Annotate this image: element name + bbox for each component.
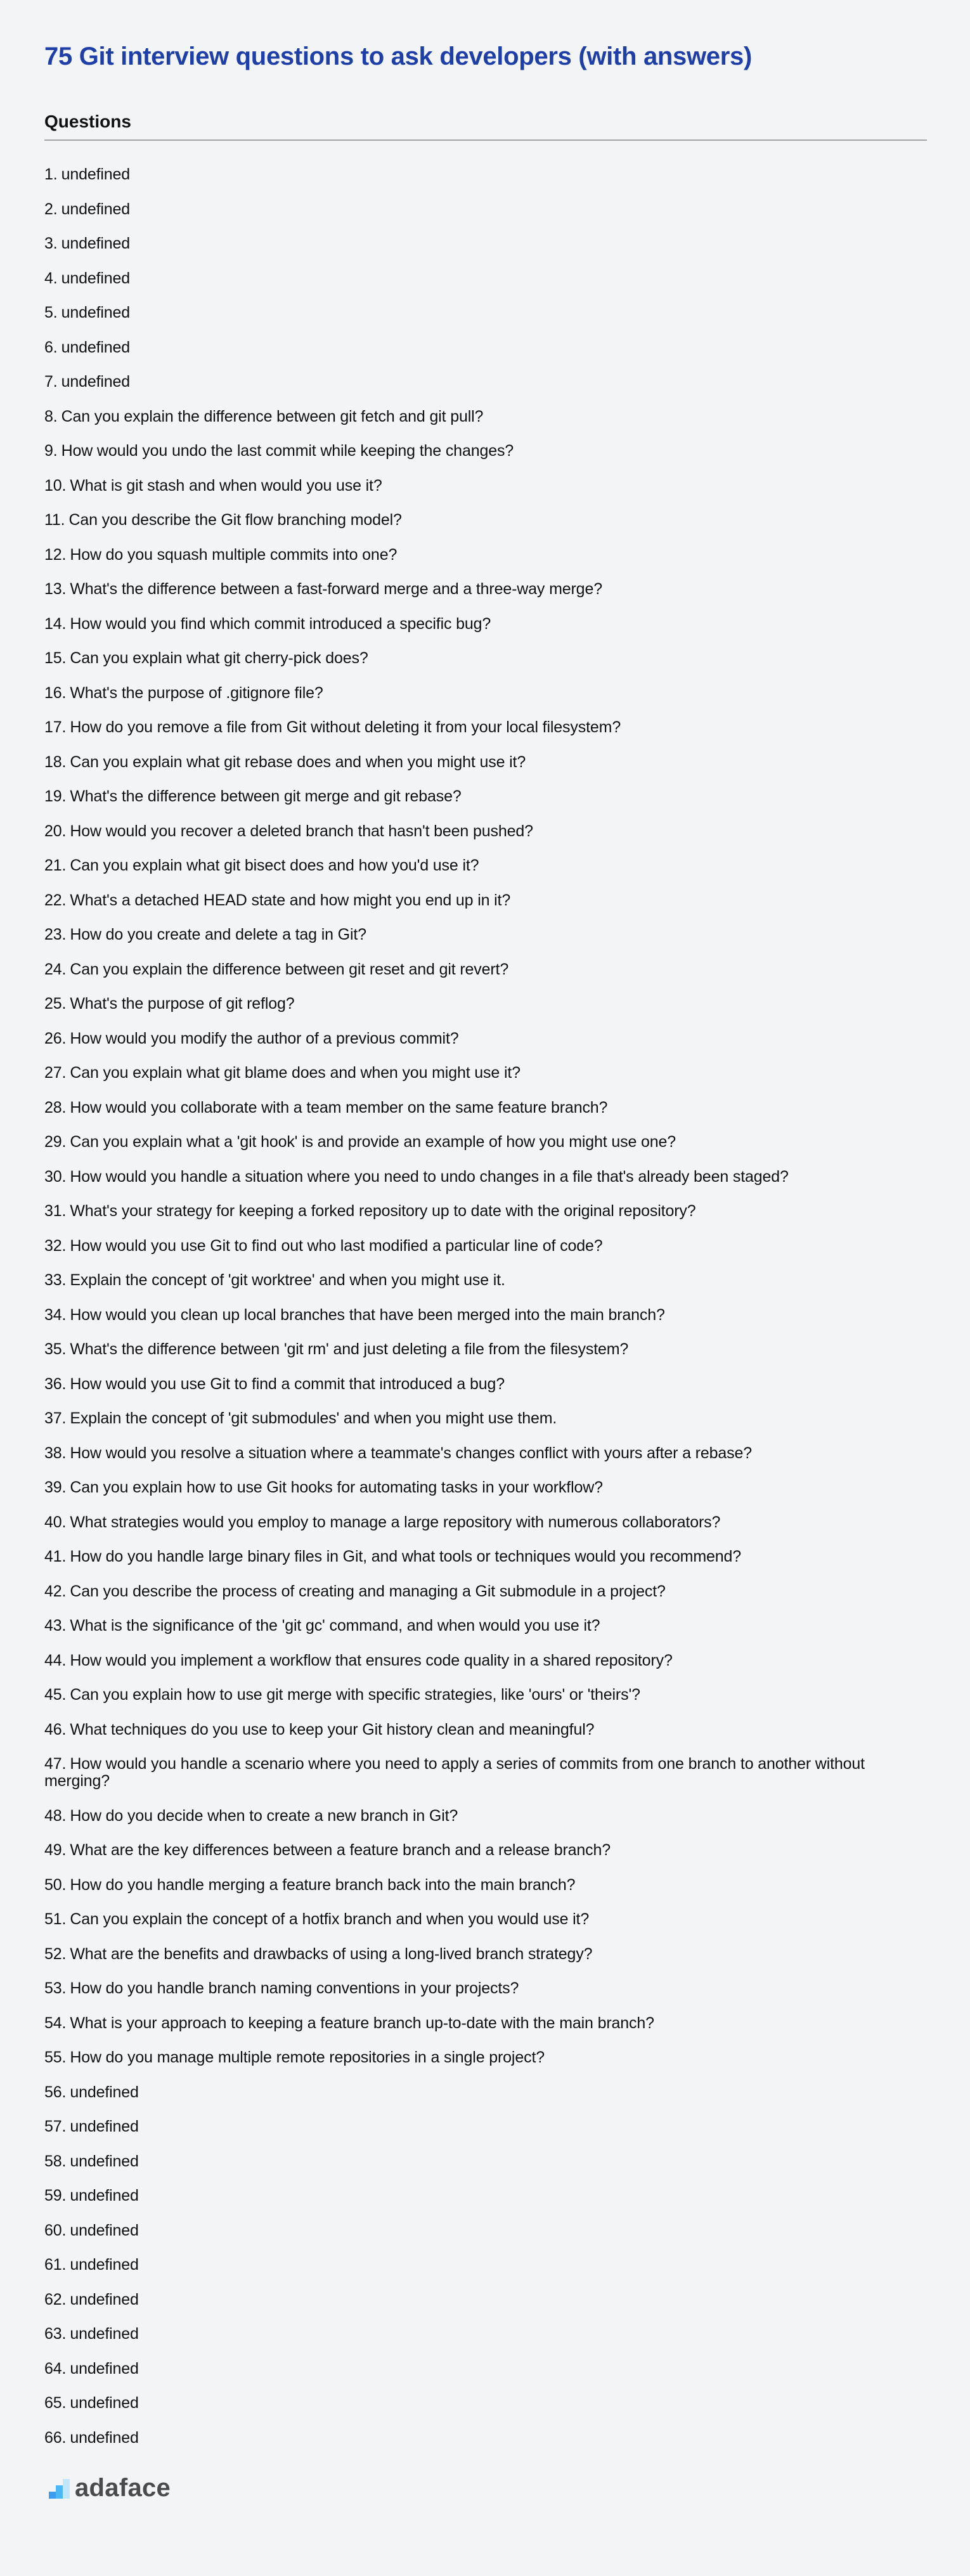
question-item [44, 2015, 927, 2032]
question-number: 11. [44, 511, 65, 529]
question-number: 35. [44, 1340, 67, 1358]
question-text: How would you modify the author of a previous commit? [70, 1029, 459, 1047]
question-item [44, 685, 927, 702]
question-item [44, 2049, 927, 2066]
question-number: 19. [44, 787, 67, 805]
question-item [44, 1307, 927, 1324]
question-text: What strategies would you employ to manage a large repository with numerous collaborators? [70, 1513, 721, 1531]
question-item [44, 443, 927, 460]
question-item [44, 1272, 927, 1289]
question-item [44, 373, 927, 391]
question-text: How would you implement a workflow that ensures code quality in a shared repository? [70, 1651, 673, 1669]
question-number: 10. [44, 476, 67, 495]
question-item [44, 408, 927, 425]
logo-bar-medium [56, 2485, 63, 2499]
question-text: Explain the concept of 'git worktree' and when you might use it. [70, 1271, 505, 1289]
question-item [44, 616, 927, 633]
question-number: 50. [44, 1875, 67, 1894]
question-item [44, 719, 927, 736]
question-number: 30. [44, 1167, 67, 1186]
question-item [44, 1686, 927, 1704]
question-text: undefined [61, 200, 131, 218]
question-item [44, 1065, 927, 1082]
question-number: 7. [44, 373, 58, 391]
question-text: undefined [70, 2083, 139, 2101]
question-number: 42. [44, 1582, 67, 1600]
question-item [44, 2430, 927, 2447]
question-number: 40. [44, 1513, 67, 1531]
question-item [44, 1808, 927, 1825]
question-item [44, 1238, 927, 1255]
question-item [44, 2084, 927, 2101]
question-number: 23. [44, 926, 67, 943]
question-text: Explain the concept of 'git submodules' and when you might use them. [70, 1409, 557, 1427]
question-item [44, 1721, 927, 1738]
question-number: 22. [44, 891, 67, 909]
question-number: 14. [44, 614, 67, 633]
question-number: 63. [44, 2325, 67, 2343]
question-item [44, 477, 927, 495]
question-number: 20. [44, 822, 67, 840]
question-number: 34. [44, 1305, 67, 1324]
question-text: Can you describe the process of creating and managing a Git submodule in a project? [70, 1582, 666, 1600]
question-item [44, 1842, 927, 1859]
question-number: 41. [44, 1548, 67, 1565]
question-item [44, 961, 927, 978]
question-text: What's the difference between git merge and git rebase? [70, 787, 462, 805]
question-number: 52. [44, 1945, 67, 1963]
question-item [44, 892, 927, 909]
question-text: Can you explain what git blame does and when you might use it? [70, 1064, 521, 1082]
question-number: 18. [44, 753, 67, 771]
question-text: Can you explain how to use git merge with specific strategies, like 'ours' or 'theirs'? [70, 1686, 640, 1704]
question-text: How do you handle branch naming conventions in your projects? [70, 1979, 519, 1997]
question-item [44, 1479, 927, 1496]
question-number: 51. [44, 1910, 67, 1928]
question-item [44, 581, 927, 598]
question-number: 2. [44, 200, 58, 218]
question-item [44, 2118, 927, 2135]
question-number: 27. [44, 1064, 67, 1082]
question-number: 53. [44, 1979, 67, 1997]
question-item [44, 1514, 927, 1531]
question-number: 28. [44, 1098, 67, 1116]
question-text: undefined [70, 2394, 139, 2412]
question-number: 12. [44, 545, 67, 564]
question-item [44, 1030, 927, 1047]
question-number: 15. [44, 649, 67, 667]
question-text: What's the purpose of git reflog? [70, 995, 295, 1013]
question-text: How would you collaborate with a team member on the same feature branch? [70, 1098, 608, 1116]
question-text: How would you handle a scenario where you need to apply a series of commits from one branch to another without merging? [44, 1755, 865, 1790]
question-text: undefined [70, 2359, 139, 2378]
question-text: How do you decide when to create a new branch in Git? [70, 1806, 458, 1825]
question-text: undefined [61, 304, 131, 321]
section-title: Questions [44, 112, 131, 131]
question-item [44, 1946, 927, 1963]
question-text: undefined [61, 165, 131, 183]
question-text: undefined [70, 2428, 139, 2447]
question-text: undefined [70, 2152, 139, 2170]
question-item [44, 788, 927, 805]
questions-list [44, 166, 927, 2464]
question-item [44, 2256, 927, 2274]
question-number: 4. [44, 269, 58, 287]
question-text: How do you create and delete a tag in Git? [70, 926, 366, 943]
question-item [44, 1911, 927, 1928]
question-number: 61. [44, 2256, 67, 2274]
question-item [44, 547, 927, 564]
question-text: undefined [61, 338, 131, 356]
question-item [44, 754, 927, 771]
question-number: 55. [44, 2049, 67, 2066]
question-item [44, 235, 927, 252]
question-text: What are the key differences between a feature branch and a release branch? [70, 1841, 611, 1859]
question-text: Can you explain the difference between git reset and git revert? [70, 960, 509, 978]
question-item [44, 1652, 927, 1669]
question-text: What's the difference between a fast-forward merge and a three-way merge? [70, 580, 602, 598]
question-text: undefined [70, 2118, 139, 2135]
question-text: undefined [70, 2221, 139, 2239]
question-text: What's the difference between 'git rm' and just deleting a file from the filesystem? [70, 1340, 629, 1358]
question-text: Can you explain what a 'git hook' is and provide an example of how you might use one? [70, 1133, 676, 1151]
question-number: 54. [44, 2014, 67, 2032]
question-text: How would you find which commit introduced a specific bug? [70, 614, 491, 633]
question-text: How would you undo the last commit while keeping the changes? [61, 442, 514, 460]
question-number: 37. [44, 1409, 67, 1427]
question-text: undefined [70, 2256, 139, 2274]
question-text: How do you manage multiple remote repositories in a single project? [70, 2049, 545, 2066]
question-number: 62. [44, 2290, 67, 2308]
question-number: 43. [44, 1617, 67, 1634]
question-item [44, 304, 927, 321]
question-number: 21. [44, 857, 67, 874]
bar-steps-icon [49, 2478, 70, 2499]
question-text: How do you handle large binary files in Git, and what tools or techniques would you recommend? [70, 1548, 742, 1565]
question-text: How do you handle merging a feature branch back into the main branch? [70, 1875, 576, 1894]
question-item [44, 339, 927, 356]
question-text: Can you explain what git cherry-pick does? [70, 649, 368, 667]
question-text: What is git stash and when would you use it? [70, 476, 382, 495]
question-number: 56. [44, 2083, 67, 2101]
question-item [44, 166, 927, 183]
question-text: undefined [70, 2290, 139, 2308]
question-text: undefined [70, 2325, 139, 2343]
question-item [44, 270, 927, 287]
question-text: How do you remove a file from Git without deleting it from your local filesystem? [70, 718, 621, 736]
question-item [44, 1980, 927, 1997]
question-item [44, 1410, 927, 1427]
question-number: 3. [44, 235, 58, 252]
question-item [44, 1203, 927, 1220]
question-item [44, 1376, 927, 1393]
question-number: 66. [44, 2428, 67, 2447]
question-item [44, 1583, 927, 1600]
questions-section-header [44, 112, 927, 141]
question-text: How would you use Git to find a commit that introduced a bug? [70, 1375, 505, 1393]
page-title: 75 Git interview questions to ask developers (with answers) [44, 42, 752, 70]
question-item [44, 1168, 927, 1186]
question-number: 8. [44, 407, 58, 425]
question-number: 44. [44, 1651, 67, 1669]
question-item [44, 1134, 927, 1151]
question-item [44, 926, 927, 943]
question-text: How would you use Git to find out who last modified a particular line of code? [70, 1236, 603, 1255]
question-item [44, 1756, 927, 1790]
question-item [44, 1099, 927, 1116]
question-item [44, 995, 927, 1013]
question-item [44, 512, 927, 529]
question-text: undefined [61, 269, 131, 287]
question-text: What is the significance of the 'git gc' command, and when would you use it? [70, 1617, 600, 1634]
question-text: How would you resolve a situation where a teammate's changes conflict with yours after a rebase? [70, 1444, 752, 1462]
logo-wordmark: adaface [75, 2474, 171, 2502]
question-text: What techniques do you use to keep your Git history clean and meaningful? [70, 1720, 595, 1738]
question-number: 33. [44, 1271, 67, 1289]
question-number: 64. [44, 2359, 67, 2378]
question-item [44, 2187, 927, 2204]
question-number: 9. [44, 442, 58, 460]
logo-bar-small [49, 2492, 56, 2499]
question-number: 32. [44, 1236, 67, 1255]
question-text: Can you explain how to use Git hooks for automating tasks in your workflow? [70, 1479, 603, 1496]
question-item [44, 2326, 927, 2343]
question-item [44, 1341, 927, 1358]
question-text: Can you describe the Git flow branching model? [68, 511, 402, 529]
question-item [44, 201, 927, 218]
question-number: 17. [44, 718, 67, 736]
question-item [44, 2360, 927, 2378]
question-item [44, 2153, 927, 2170]
adaface-logo[interactable] [49, 2475, 171, 2501]
question-number: 16. [44, 683, 67, 702]
question-item [44, 2395, 927, 2412]
question-item [44, 2291, 927, 2308]
question-number: 46. [44, 1720, 67, 1738]
question-item [44, 823, 927, 840]
question-text: Can you explain the concept of a hotfix branch and when you would use it? [70, 1910, 590, 1928]
question-number: 24. [44, 960, 67, 978]
question-number: 1. [44, 165, 58, 183]
question-number: 49. [44, 1841, 67, 1859]
question-number: 58. [44, 2152, 67, 2170]
question-number: 29. [44, 1133, 67, 1151]
question-number: 25. [44, 995, 67, 1013]
question-text: What is your approach to keeping a feature branch up-to-date with the main branch? [70, 2014, 654, 2032]
question-text: undefined [70, 2187, 139, 2204]
question-item [44, 1617, 927, 1634]
question-number: 13. [44, 580, 67, 598]
question-text: What's a detached HEAD state and how might you end up in it? [70, 891, 511, 909]
question-number: 45. [44, 1686, 67, 1704]
question-number: 60. [44, 2221, 67, 2239]
question-item [44, 1548, 927, 1565]
question-item [44, 2222, 927, 2239]
question-text: Can you explain what git rebase does and when you might use it? [70, 753, 526, 771]
question-number: 26. [44, 1029, 67, 1047]
question-text: undefined [61, 373, 131, 391]
question-number: 57. [44, 2118, 67, 2135]
question-number: 31. [44, 1202, 67, 1220]
question-text: How would you handle a situation where you need to undo changes in a file that's already been staged? [70, 1167, 789, 1186]
question-text: How would you clean up local branches that have been merged into the main branch? [70, 1305, 665, 1324]
question-text: How do you squash multiple commits into one? [70, 545, 398, 564]
question-number: 38. [44, 1444, 67, 1462]
question-number: 36. [44, 1375, 67, 1393]
question-text: How would you recover a deleted branch that hasn't been pushed? [70, 822, 533, 840]
question-number: 47. [44, 1755, 67, 1773]
question-number: 48. [44, 1806, 67, 1825]
question-text: Can you explain the difference between git fetch and git pull? [61, 407, 484, 425]
question-item [44, 1877, 927, 1894]
question-number: 5. [44, 304, 58, 321]
question-item [44, 857, 927, 874]
question-text: Can you explain what git bisect does and how you'd use it? [70, 857, 479, 874]
question-number: 59. [44, 2187, 67, 2204]
question-text: undefined [61, 235, 131, 252]
question-text: What are the benefits and drawbacks of using a long-lived branch strategy? [70, 1945, 593, 1963]
question-item [44, 1445, 927, 1462]
question-number: 39. [44, 1479, 67, 1496]
question-text: What's your strategy for keeping a forked repository up to date with the original repository? [70, 1202, 696, 1220]
question-number: 6. [44, 338, 58, 356]
logo-bar-tall [63, 2479, 70, 2499]
question-item [44, 650, 927, 667]
question-text: What's the purpose of .gitignore file? [70, 683, 323, 702]
question-number: 65. [44, 2394, 67, 2412]
